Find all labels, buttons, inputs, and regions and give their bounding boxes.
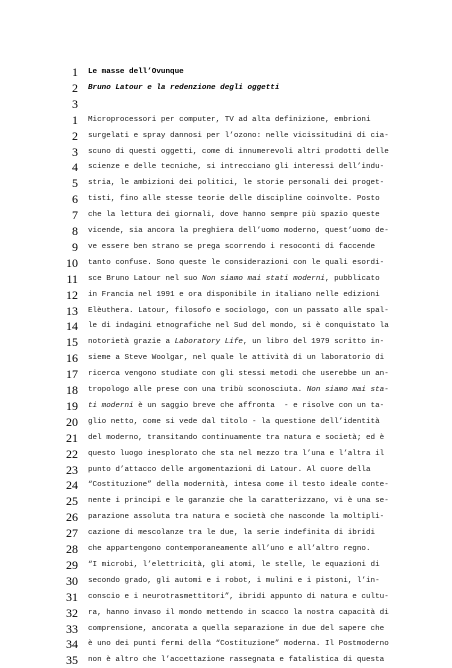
line-number: 26 <box>66 510 78 525</box>
line-text: comprensione, ancorata a quella separazione in due del sapere che <box>88 624 385 633</box>
text-line <box>0 287 452 303</box>
line-text: Elèuthera. Latour, filosofo e sociologo, con un passato alle spal- <box>88 306 389 315</box>
line-text: conscio e i neurotrasmettitori”, ibridi appunto di natura e cultu- <box>88 592 389 601</box>
text-line <box>0 239 452 255</box>
line-number: 14 <box>66 319 78 334</box>
text-line <box>0 144 452 160</box>
line-number: 33 <box>66 621 78 636</box>
line-text: questo luogo inesplorato che sta nel mezzo tra l’una e l’altra il <box>88 449 385 458</box>
line-number: 8 <box>72 224 78 238</box>
text-line <box>0 223 452 239</box>
text-line <box>0 255 452 271</box>
line-text: stria, le ambizioni dei politici, le storie personali dei proget- <box>88 179 385 188</box>
line-text: vicende, sia ancora la preghiera dell’uomo moderno, quest’uomo de- <box>88 227 389 235</box>
line-text: glio netto, come si vede dal titolo - la questione dell’identità <box>88 417 380 426</box>
line-text: che la lettura dei giornali, dove hanno sempre più spazio queste <box>88 211 380 220</box>
heading-title: Le masse dell’Ovunque <box>88 68 184 76</box>
line-number: 31 <box>66 589 78 604</box>
line-number: 35 <box>66 653 78 668</box>
text-line <box>0 477 452 493</box>
text-line <box>0 318 452 334</box>
line-number: 28 <box>66 542 78 556</box>
line-number: 7 <box>72 208 78 223</box>
line-text: tisti, fino alle stesse teorie delle discipline coinvolte. Posto <box>88 195 380 204</box>
text-line <box>0 96 452 112</box>
line-text: ve essere ben strano se prega scorrendo i resoconti di faccende <box>88 242 376 251</box>
text-line <box>0 493 452 509</box>
text-line <box>0 366 452 382</box>
line-number: 1 <box>72 65 78 79</box>
line-number: 27 <box>66 526 78 541</box>
text-line <box>0 112 452 128</box>
line-number: 29 <box>66 557 78 572</box>
line-text: scuno di questi oggetti, come di innumerevoli altri prodotti delle <box>88 147 389 156</box>
italic-title: Laboratory Life <box>174 338 243 347</box>
text-line <box>0 271 452 287</box>
line-number: 30 <box>66 573 78 588</box>
text-line <box>0 573 452 589</box>
line-number: 20 <box>66 414 78 429</box>
line-number: 21 <box>66 430 78 445</box>
text-line <box>0 398 452 414</box>
text-line <box>0 636 452 652</box>
line-text: parazione assoluta tra natura e società che nasconde la moltipli- <box>88 513 385 522</box>
text-line <box>0 462 452 478</box>
text-line <box>0 557 452 573</box>
line-text: tanto confuse. Sono queste le considerazioni con le quali esordi- <box>88 258 385 267</box>
line-number: 6 <box>72 192 78 207</box>
line-number: 10 <box>66 255 78 270</box>
line-number: 4 <box>72 160 78 175</box>
line-number: 1 <box>72 112 78 127</box>
line-number: 25 <box>66 494 78 509</box>
line-number: 16 <box>66 351 78 366</box>
line-text: ricerca vengono studiate con gli stessi metodi che userebbe un an- <box>88 370 389 379</box>
line-number: 23 <box>66 462 78 477</box>
line-text: sieme a Steve Woolgar, nel quale le attività di un laboratorio di <box>88 354 385 363</box>
text-line <box>0 303 452 319</box>
text-line <box>0 128 452 144</box>
line-text: le di indagini etnografiche nel Sud del mondo, si è conquistato la <box>88 322 389 331</box>
text-line <box>0 525 452 541</box>
line-number: 22 <box>66 446 78 461</box>
line-text: “I microbi, l’elettricità, gli atomi, le stelle, le equazioni di <box>88 560 380 569</box>
line-number: 18 <box>66 383 78 397</box>
text-line <box>0 191 452 207</box>
line-text: non è altro che l’accettazione rassegnata e fatalistica di questa <box>88 656 385 665</box>
line-number: 24 <box>66 478 78 493</box>
text-line <box>0 350 452 366</box>
line-text: è uno dei punti fermi della “Costituzione” moderna. Il Postmoderno <box>88 640 389 649</box>
text-line <box>0 605 452 621</box>
line-number: 19 <box>66 398 78 413</box>
text-line <box>0 541 452 557</box>
line-text: cazione di mescolanze tra le due, la serie indefinita di ibridi <box>88 529 376 538</box>
line-number: 3 <box>72 144 78 159</box>
line-number: 13 <box>66 303 78 318</box>
line-number: 34 <box>66 637 78 652</box>
line-number: 2 <box>72 80 78 95</box>
text-line <box>0 334 452 350</box>
text-line <box>0 509 452 525</box>
text-line <box>0 589 452 605</box>
text-line <box>0 414 452 430</box>
text-line <box>0 430 452 446</box>
text-line <box>0 207 452 223</box>
line-text: surgelati e spray dannosi per l’ozono: nelle vicissitudini di cia- <box>88 131 389 140</box>
text-line <box>0 175 452 191</box>
text-line <box>0 382 452 398</box>
line-text: nente i principi e le garanzie che la caratterizzano, vi è una se- <box>88 497 389 506</box>
line-text: sce Bruno Latour nel suo Non siamo mai stati moderni, pubblicato <box>88 274 380 283</box>
line-text: Microprocessori per computer, TV ad alta definizione, embrioni <box>88 115 371 124</box>
line-text: punto d’attacco delle argomentazioni di Latour. Al cuore della <box>88 465 371 474</box>
text-line <box>0 621 452 637</box>
line-number: 9 <box>72 239 78 254</box>
line-number: 15 <box>66 335 78 350</box>
line-text: “Costituzione” della modernità, intesa come il testo ideale conte- <box>88 481 389 490</box>
italic-title: ti moderni <box>88 401 134 410</box>
line-text: scienze e delle tecniche, si intrecciano gli interessi dell’indu- <box>88 163 385 172</box>
line-number: 17 <box>66 367 78 382</box>
line-text: del moderno, transitando continuamente tra natura e società; ed è <box>88 433 385 442</box>
line-number: 3 <box>72 96 78 111</box>
line-number: 5 <box>72 176 78 191</box>
line-number: 32 <box>66 605 78 620</box>
line-text: che appartengono contemporaneamente all’uno e all’altro regno. <box>88 545 371 553</box>
italic-title: Non siamo mai stati moderni <box>201 274 325 283</box>
text-line <box>0 64 452 80</box>
line-text: in Francia nel 1991 e ora disponibile in italiano nelle edizioni <box>88 290 380 299</box>
line-text: ti moderni è un saggio breve che affronta - e risolve con un ta- <box>88 401 385 410</box>
text-line <box>0 652 452 668</box>
line-text: notorietà grazie a Laboratory Life, un libro del 1979 scritto in- <box>88 338 385 347</box>
line-text: secondo grado, gli automi e i robot, i mulini e i pistoni, l’in- <box>88 576 380 585</box>
line-number: 11 <box>66 271 78 286</box>
heading-subtitle: Bruno Latour e la redenzione degli oggetti <box>88 83 280 92</box>
line-number: 2 <box>72 128 78 143</box>
line-text: ra, hanno invaso il mondo mettendo in scacco la nostra capacità di <box>88 608 389 617</box>
italic-title: Non siamo mai sta- <box>306 386 389 394</box>
text-line <box>0 159 452 175</box>
text-line <box>0 80 452 96</box>
text-line <box>0 446 452 462</box>
line-number: 12 <box>66 287 78 302</box>
line-text: tropologo alle prese con una tribù sconosciuta. Non siamo mai sta- <box>88 386 389 394</box>
